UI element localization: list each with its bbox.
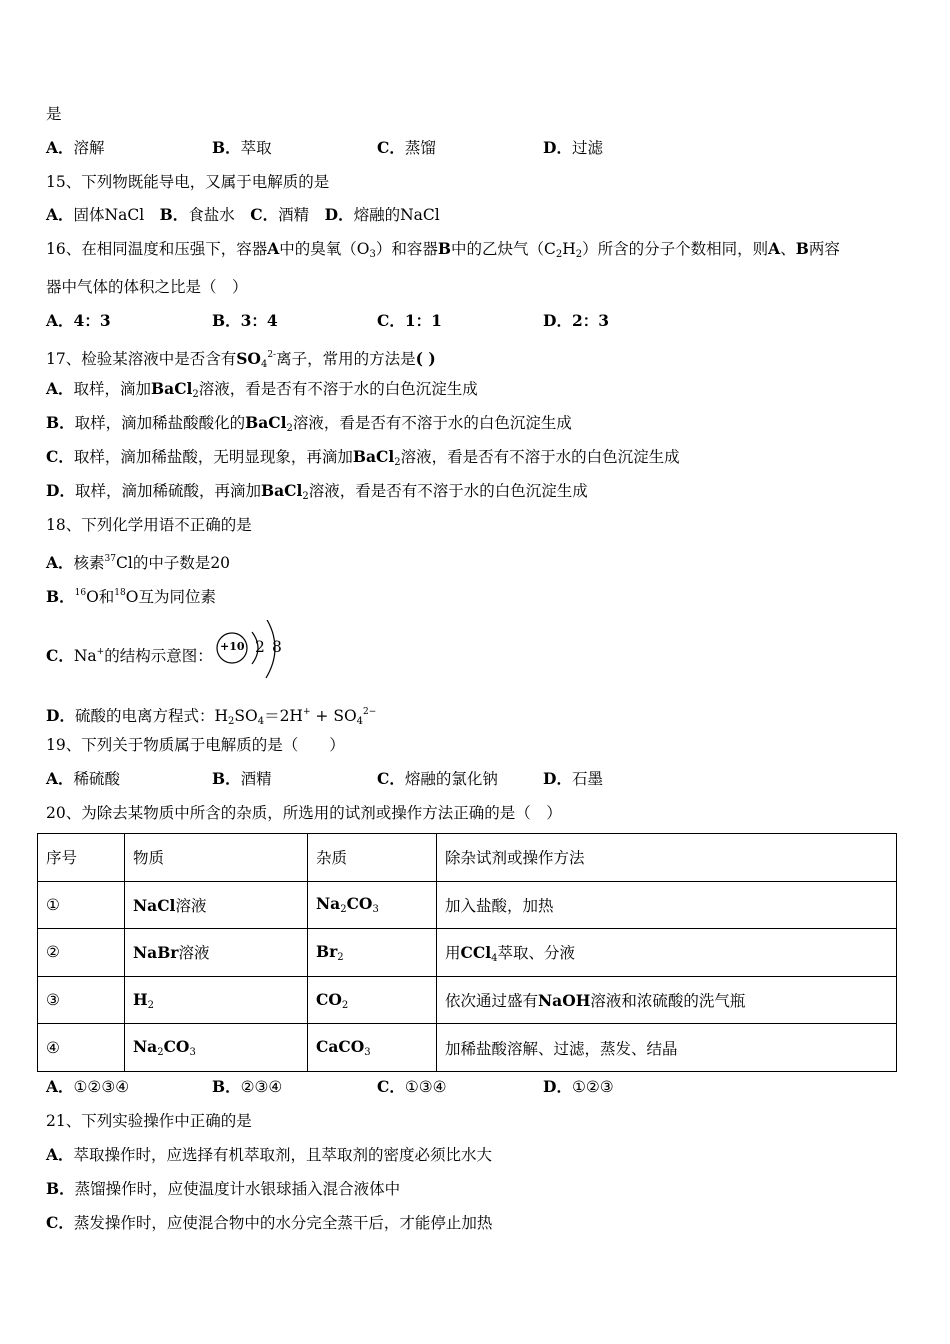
text-segment: ①②③ xyxy=(571,1078,614,1096)
text-segment: NaBr xyxy=(133,943,179,963)
table-cell xyxy=(437,929,897,977)
text-segment: + SO xyxy=(310,707,357,725)
text-segment: Br xyxy=(316,941,338,961)
text-segment: 酒精 xyxy=(240,770,272,788)
text-segment: ② xyxy=(46,943,60,962)
superscript: + xyxy=(302,707,311,717)
text-segment: 溶液，看是否有不溶于水的白色沉淀生成 xyxy=(292,414,572,432)
text-segment: A． xyxy=(46,769,74,788)
text-segment: A xyxy=(267,239,280,258)
table-cell xyxy=(38,881,125,929)
text-segment: 固体NaCl xyxy=(73,206,160,224)
text-segment: O互为同位素 xyxy=(125,588,216,606)
table-cell xyxy=(308,881,437,929)
answer-option-A xyxy=(46,138,105,158)
text-line xyxy=(46,205,440,225)
answer-option-A xyxy=(46,1077,129,1097)
text-segment: 2：3 xyxy=(571,311,610,330)
text-segment: 溶液 xyxy=(178,944,210,963)
answer-option-B xyxy=(212,1077,282,1097)
superscript: 2- xyxy=(267,350,277,360)
text-segment: 两容 xyxy=(808,240,840,258)
subscript: 3 xyxy=(372,904,379,916)
answer-option-B xyxy=(212,138,272,158)
text-segment: 3：4 xyxy=(240,311,278,330)
answer-option-D xyxy=(543,138,603,158)
text-line xyxy=(46,583,216,607)
answer-option-B xyxy=(212,769,272,789)
text-segment: BaCl xyxy=(245,413,287,432)
table-header-row xyxy=(38,834,897,882)
text-segment: 离子，常用的方法是 xyxy=(276,350,416,368)
subscript: 2 xyxy=(147,999,155,1011)
text-segment: ＝2H xyxy=(264,707,303,725)
subscript: 4 xyxy=(491,952,498,964)
text-line xyxy=(46,104,62,124)
shell-1-electrons: 2 xyxy=(255,638,265,656)
text-line xyxy=(46,413,572,439)
text-segment: B xyxy=(437,239,451,258)
text-line xyxy=(46,447,680,473)
table-row xyxy=(38,1024,897,1072)
text-segment: D． xyxy=(543,138,572,157)
answer-option-A xyxy=(46,769,120,789)
text-segment: O和 xyxy=(86,588,115,606)
superscript: 18 xyxy=(114,588,126,598)
subscript: 2 xyxy=(394,457,401,468)
superscript: 37 xyxy=(104,554,116,564)
superscript: + xyxy=(96,647,105,657)
text-segment: D． xyxy=(543,1077,572,1096)
impurity-removal-table xyxy=(37,833,897,1072)
text-segment: 15、下列物既能导电，又属于电解质的是 xyxy=(46,173,330,191)
text-segment: D． xyxy=(543,769,572,788)
text-segment: 加入盐酸，加热 xyxy=(445,896,554,915)
text-segment: H xyxy=(133,989,148,1009)
text-segment: ②③④ xyxy=(240,1078,283,1096)
superscript: 2− xyxy=(363,707,377,717)
table-cell xyxy=(308,1024,437,1072)
text-line xyxy=(46,277,248,297)
column-header: 除杂试剂或操作方法 xyxy=(437,834,897,882)
answer-option-C xyxy=(377,311,442,331)
column-header: 物质 xyxy=(125,834,308,882)
text-segment: D． xyxy=(324,205,354,224)
subscript: 2 xyxy=(340,904,347,916)
text-segment: 溶液，看是否有不溶于水的白色沉淀生成 xyxy=(400,448,680,466)
text-segment: B． xyxy=(212,1077,241,1096)
answer-option-D xyxy=(543,311,609,331)
text-segment: 取样，滴加稀盐酸，无明显现象，再滴加 xyxy=(73,448,353,466)
text-line xyxy=(46,735,345,755)
subscript: 4 xyxy=(257,716,265,727)
answer-options-row xyxy=(46,311,746,331)
text-segment: B． xyxy=(46,413,75,432)
shell-2-electrons: 8 xyxy=(272,638,282,656)
table-cell xyxy=(437,976,897,1024)
text-segment: 加稀盐酸溶解、过滤，蒸发、结晶 xyxy=(445,1039,678,1058)
text-segment: A． xyxy=(46,379,74,398)
column-header: 杂质 xyxy=(308,834,437,882)
table-cell xyxy=(38,1024,125,1072)
text-segment: 溶液，看是否有不溶于水的白色沉淀生成 xyxy=(308,482,588,500)
text-line xyxy=(46,379,478,405)
subscript: 4 xyxy=(356,716,364,727)
subscript: 2 xyxy=(575,249,583,260)
text-segment: SO xyxy=(236,349,261,368)
text-segment: 16、在相同温度和压强下，容器 xyxy=(46,240,268,258)
text-segment: 食盐水 xyxy=(188,206,251,224)
text-segment: C． xyxy=(46,447,74,466)
text-segment: 蒸馏操作时，应使温度计水银球插入混合液体中 xyxy=(74,1180,401,1198)
subscript: 2 xyxy=(227,716,235,727)
text-segment: 溶液 xyxy=(175,896,207,915)
text-segment: 18、下列化学用语不正确的是 xyxy=(46,516,252,534)
text-segment: 熔融的氯化钠 xyxy=(404,770,498,788)
text-segment: C． xyxy=(377,1077,405,1096)
table-cell xyxy=(437,1024,897,1072)
text-segment: 过滤 xyxy=(571,139,603,157)
subscript: 2 xyxy=(157,1047,164,1059)
text-segment: 21、下列实验操作中正确的是 xyxy=(46,1112,252,1130)
text-segment: BaCl xyxy=(151,379,193,398)
text-segment: 酒精 xyxy=(278,206,325,224)
text-segment: C． xyxy=(46,646,74,665)
text-segment: C． xyxy=(377,769,405,788)
text-segment: CO xyxy=(346,894,373,914)
text-segment: 17、检验某溶液中是否含有 xyxy=(46,350,237,368)
text-segment: C． xyxy=(377,138,405,157)
text-segment: A． xyxy=(46,1077,74,1096)
text-line xyxy=(46,172,329,192)
text-segment: ①②③④ xyxy=(73,1078,130,1096)
text-segment: B． xyxy=(212,769,241,788)
text-segment: ）和容器 xyxy=(375,240,438,258)
text-segment: 器中气体的体积之比是（ ） xyxy=(46,278,248,296)
text-line xyxy=(46,702,376,732)
sodium-ion-structure-diagram xyxy=(214,620,364,680)
text-segment: 溶液和浓硫酸的洗气瓶 xyxy=(590,992,746,1011)
text-segment: D． xyxy=(46,706,75,725)
text-segment: 19、下列关于物质属于电解质的是（ ） xyxy=(46,736,345,754)
subscript: 2 xyxy=(192,389,199,400)
text-segment: A． xyxy=(46,553,74,572)
text-segment: NaOH xyxy=(538,991,591,1011)
text-segment: D． xyxy=(543,311,572,330)
subscript: 2 xyxy=(286,423,293,434)
text-line xyxy=(46,1111,252,1131)
text-segment: 溶解 xyxy=(73,139,105,157)
table-cell xyxy=(308,929,437,977)
text-segment: 硫酸的电离方程式：H xyxy=(74,707,228,725)
text-segment: 依次通过盛有 xyxy=(445,992,539,1011)
table-cell xyxy=(125,976,308,1024)
answer-option-D xyxy=(543,1077,614,1097)
text-segment: 4：3 xyxy=(73,311,111,330)
text-segment: 取样，滴加稀硫酸，再滴加 xyxy=(74,482,261,500)
text-segment: B． xyxy=(46,587,75,606)
text-segment: C． xyxy=(250,205,279,224)
text-segment: A． xyxy=(46,1145,74,1164)
text-segment: B． xyxy=(159,205,189,224)
text-segment: 用 xyxy=(445,943,461,962)
subscript: 2 xyxy=(337,951,344,963)
text-line xyxy=(46,1179,400,1199)
text-segment: ① xyxy=(46,895,60,914)
table-cell xyxy=(308,976,437,1024)
table-cell xyxy=(38,976,125,1024)
text-segment: ( ) xyxy=(415,349,436,368)
subscript: 2 xyxy=(555,249,563,260)
table-row xyxy=(38,881,897,929)
answer-option-C xyxy=(377,138,436,158)
text-line xyxy=(46,515,252,535)
column-header: 序号 xyxy=(38,834,125,882)
nucleus-charge: +10 xyxy=(220,640,245,653)
text-segment: 蒸馏 xyxy=(404,139,436,157)
text-segment: A xyxy=(768,239,781,258)
answer-options-row xyxy=(46,1077,746,1097)
table-row xyxy=(38,976,897,1024)
superscript: 16 xyxy=(74,588,87,598)
text-segment: H xyxy=(562,240,576,258)
text-segment: 溶液，看是否有不溶于水的白色沉淀生成 xyxy=(198,380,478,398)
text-segment: 取样，滴加稀盐酸酸化的 xyxy=(74,414,246,432)
text-segment: ③ xyxy=(46,991,60,1010)
text-segment: 1：1 xyxy=(404,311,442,330)
answer-options-row xyxy=(46,769,746,789)
text-segment: 萃取 xyxy=(240,139,272,157)
text-segment: A． xyxy=(46,311,74,330)
text-segment: ④ xyxy=(46,1038,60,1057)
text-segment: 20、为除去某物质中所含的杂质，所选用的试剂或操作方法正确的是（ ） xyxy=(46,804,562,822)
text-line xyxy=(46,239,840,265)
subscript: 3 xyxy=(369,249,376,260)
table-cell xyxy=(125,929,308,977)
table-cell xyxy=(38,929,125,977)
subscript: 2 xyxy=(302,491,309,502)
text-segment: B． xyxy=(212,138,241,157)
text-segment: ①③④ xyxy=(404,1078,447,1096)
table-cell xyxy=(125,1024,308,1072)
text-segment: A． xyxy=(46,138,74,157)
text-segment: CO xyxy=(316,989,342,1009)
text-segment: 稀硫酸 xyxy=(73,770,121,788)
text-segment: CaCO xyxy=(316,1037,365,1057)
text-segment: 是 xyxy=(46,105,62,123)
answer-options-row xyxy=(46,138,746,158)
answer-option-B xyxy=(212,311,278,331)
text-segment: D． xyxy=(46,481,75,500)
text-segment: CCl xyxy=(460,942,492,962)
text-segment: Na xyxy=(73,647,97,665)
text-segment: Na xyxy=(316,894,341,914)
text-segment: C． xyxy=(377,311,405,330)
table-cell xyxy=(437,881,897,929)
table-row xyxy=(38,929,897,977)
text-segment: 中的臭氧（O xyxy=(279,240,370,258)
text-segment: 石墨 xyxy=(571,770,603,788)
text-line xyxy=(46,803,562,823)
subscript: 4 xyxy=(260,359,268,370)
text-segment: BaCl xyxy=(260,481,303,500)
text-line xyxy=(46,345,436,375)
text-line xyxy=(46,1213,492,1233)
text-segment: NaCl xyxy=(133,895,176,915)
text-segment: 熔融的NaCl xyxy=(353,206,440,224)
text-line xyxy=(46,1145,492,1165)
text-segment: 蒸发操作时，应使混合物中的水分完全蒸干后，才能停止加热 xyxy=(73,1214,493,1232)
text-segment: 核素 xyxy=(73,554,105,572)
text-segment: 萃取、分液 xyxy=(497,943,575,962)
answer-option-C xyxy=(377,1077,447,1097)
subscript: 3 xyxy=(364,1047,371,1059)
text-segment: 中的乙炔气（C xyxy=(450,240,556,258)
text-segment: 的结构示意图： xyxy=(104,647,213,665)
text-segment: Na xyxy=(133,1037,158,1057)
answer-option-C xyxy=(377,769,498,789)
text-segment: 萃取操作时，应选择有机萃取剂，且萃取剂的密度必须比水大 xyxy=(73,1146,493,1164)
text-segment: 取样，滴加 xyxy=(73,380,152,398)
text-segment: SO xyxy=(234,707,258,725)
text-segment: Cl的中子数是20 xyxy=(116,554,231,572)
text-segment: ）所含的分子个数相同，则 xyxy=(582,240,769,258)
subscript: 2 xyxy=(341,999,349,1011)
text-segment: 、 xyxy=(780,240,796,258)
text-line xyxy=(46,642,213,666)
table-cell xyxy=(125,881,308,929)
text-segment: CO xyxy=(163,1037,190,1057)
text-segment: B． xyxy=(46,1179,75,1198)
subscript: 3 xyxy=(189,1047,196,1059)
text-line xyxy=(46,481,588,507)
text-line xyxy=(46,549,230,573)
text-segment: BaCl xyxy=(352,447,395,466)
answer-option-A xyxy=(46,311,111,331)
text-segment: A． xyxy=(46,205,74,224)
text-segment: B xyxy=(795,239,809,258)
text-segment: C． xyxy=(46,1213,74,1232)
text-segment: B． xyxy=(212,311,241,330)
answer-option-D xyxy=(543,769,603,789)
